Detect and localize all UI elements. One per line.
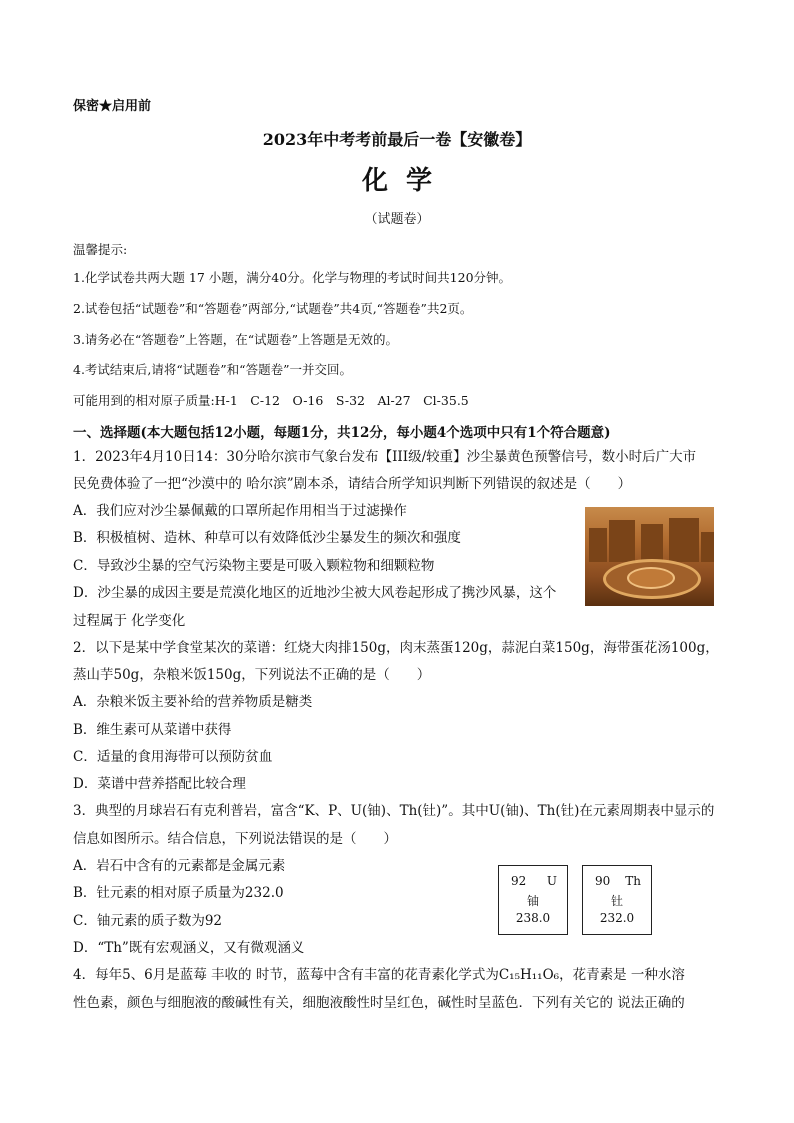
photo-building [589, 528, 607, 562]
q2-stem-line1: 2．以下是某中学食堂某次的菜谱：红烧大肉排150g，肉末蒸蛋120g，蒜泥白菜150g，海带蛋花汤100g， [73, 640, 719, 656]
subject-title: 化学 [361, 166, 450, 196]
tip-item-4: 4.考试结束后,请将“试题卷”和“答题卷”一并交回。 [73, 362, 352, 377]
sandstorm-photo [585, 507, 714, 606]
photo-building [701, 532, 714, 562]
q2-option-c: C．适量的食用海带可以预防贫血 [73, 749, 273, 765]
photo-building [609, 520, 635, 562]
paper-type: （试题卷） [364, 212, 430, 227]
exam-title: 2023年中考考前最后一卷【安徽卷】 [262, 130, 532, 149]
q2-option-d: D．菜谱中营养搭配比较合理 [73, 776, 246, 792]
confidential-label: 保密★启用前 [73, 99, 152, 114]
q1-stem-line2: 民免费体验了一把“沙漠中的 哈尔滨”剧本杀，请结合所学知识判断下列错误的叙述是（ ） [73, 476, 632, 492]
atomic-mass: 232.0 [599, 911, 635, 925]
q3-option-c: C．铀元素的质子数为92 [73, 913, 223, 929]
element-name: 钍 [610, 894, 623, 908]
photo-building [669, 518, 699, 562]
q4-stem-line1: 4．每年5、6月是蓝莓 丰收的 时节，蓝莓中含有丰富的花青素化学式为C₁₅H₁₁O₆，花青素是 一种水溶 [73, 967, 685, 983]
photo-building [641, 524, 663, 562]
q3-option-b: B．钍元素的相对原子质量为232.0 [73, 885, 284, 901]
q3-option-a: A．岩石中含有的元素都是金属元素 [73, 858, 286, 874]
photo-fountain [627, 567, 675, 589]
tips-heading: 温馨提示: [73, 242, 128, 257]
q3-option-d: D．“Th”既有宏观涵义，又有微观涵义 [73, 940, 305, 956]
q2-option-b: B．维生素可从菜谱中获得 [73, 722, 232, 738]
q3-stem-line1: 3．典型的月球岩石有克利普岩，富含“K、P、U(铀)、Th(钍)”。其中U(铀)、Th(钍)在元素周期表中显示的 [73, 803, 715, 819]
atomic-mass: 238.0 [515, 911, 551, 925]
q1-option-c: C．导致沙尘暴的空气污染物主要是可吸入颗粒物和细颗粒物 [73, 558, 435, 574]
element-symbol: U [546, 874, 557, 888]
element-card-thorium [582, 865, 652, 935]
q1-option-a: A．我们应对沙尘暴佩戴的口罩所起作用相当于过滤操作 [73, 503, 407, 519]
q1-option-b: B．积极植树、造林、种草可以有效降低沙尘暴发生的频次和强度 [73, 530, 461, 546]
element-symbol: Th [625, 874, 641, 888]
atomic-masses: 可能用到的相对原子质量:H-1 C-12 O-16 S-32 Al-27 Cl-35.5 [73, 393, 469, 408]
element-name: 铀 [526, 894, 539, 908]
section-heading: 一、选择题(本大题包括12小题，每题1分，共12分，每小题4个选项中只有1个符合题意) [73, 425, 611, 441]
atomic-number: 92 [511, 874, 527, 888]
element-card-uranium [498, 865, 568, 935]
tip-item-3: 3.请务必在“答题卷”上答题，在“试题卷”上答题是无效的。 [73, 332, 398, 347]
tip-item-2: 2.试卷包括“试题卷”和“答题卷”两部分,“试题卷”共4页,“答题卷”共2页。 [73, 301, 473, 316]
q4-stem-line2: 性色素，颜色与细胞液的酸碱性有关，细胞液酸性时呈红色，碱性时呈蓝色．下列有关它的 说法正确的 [73, 995, 685, 1011]
q2-option-a: A．杂粮米饭主要补给的营养物质是糖类 [73, 694, 313, 710]
atomic-number: 90 [595, 874, 611, 888]
q3-stem-line2: 信息如图所示。结合信息，下列说法错误的是（ ） [73, 831, 397, 847]
q1-option-d-line2: 过程属于 化学变化 [73, 613, 186, 629]
q1-option-d-line1: D．沙尘暴的成因主要是荒漠化地区的近地沙尘被大风卷起形成了携沙风暴，这个 [73, 585, 557, 601]
tip-item-1: 1.化学试卷共两大题 17 小题，满分40分。化学与物理的考试时间共120分钟。 [73, 270, 512, 285]
q1-stem-line1: 1．2023年4月10日14：30分哈尔滨市气象台发布【III级/较重】沙尘暴黄色预警信号，数小时后广大市 [73, 449, 697, 465]
q2-stem-line2: 蒸山芋50g，杂粮米饭150g，下列说法不正确的是（ ） [73, 667, 431, 683]
